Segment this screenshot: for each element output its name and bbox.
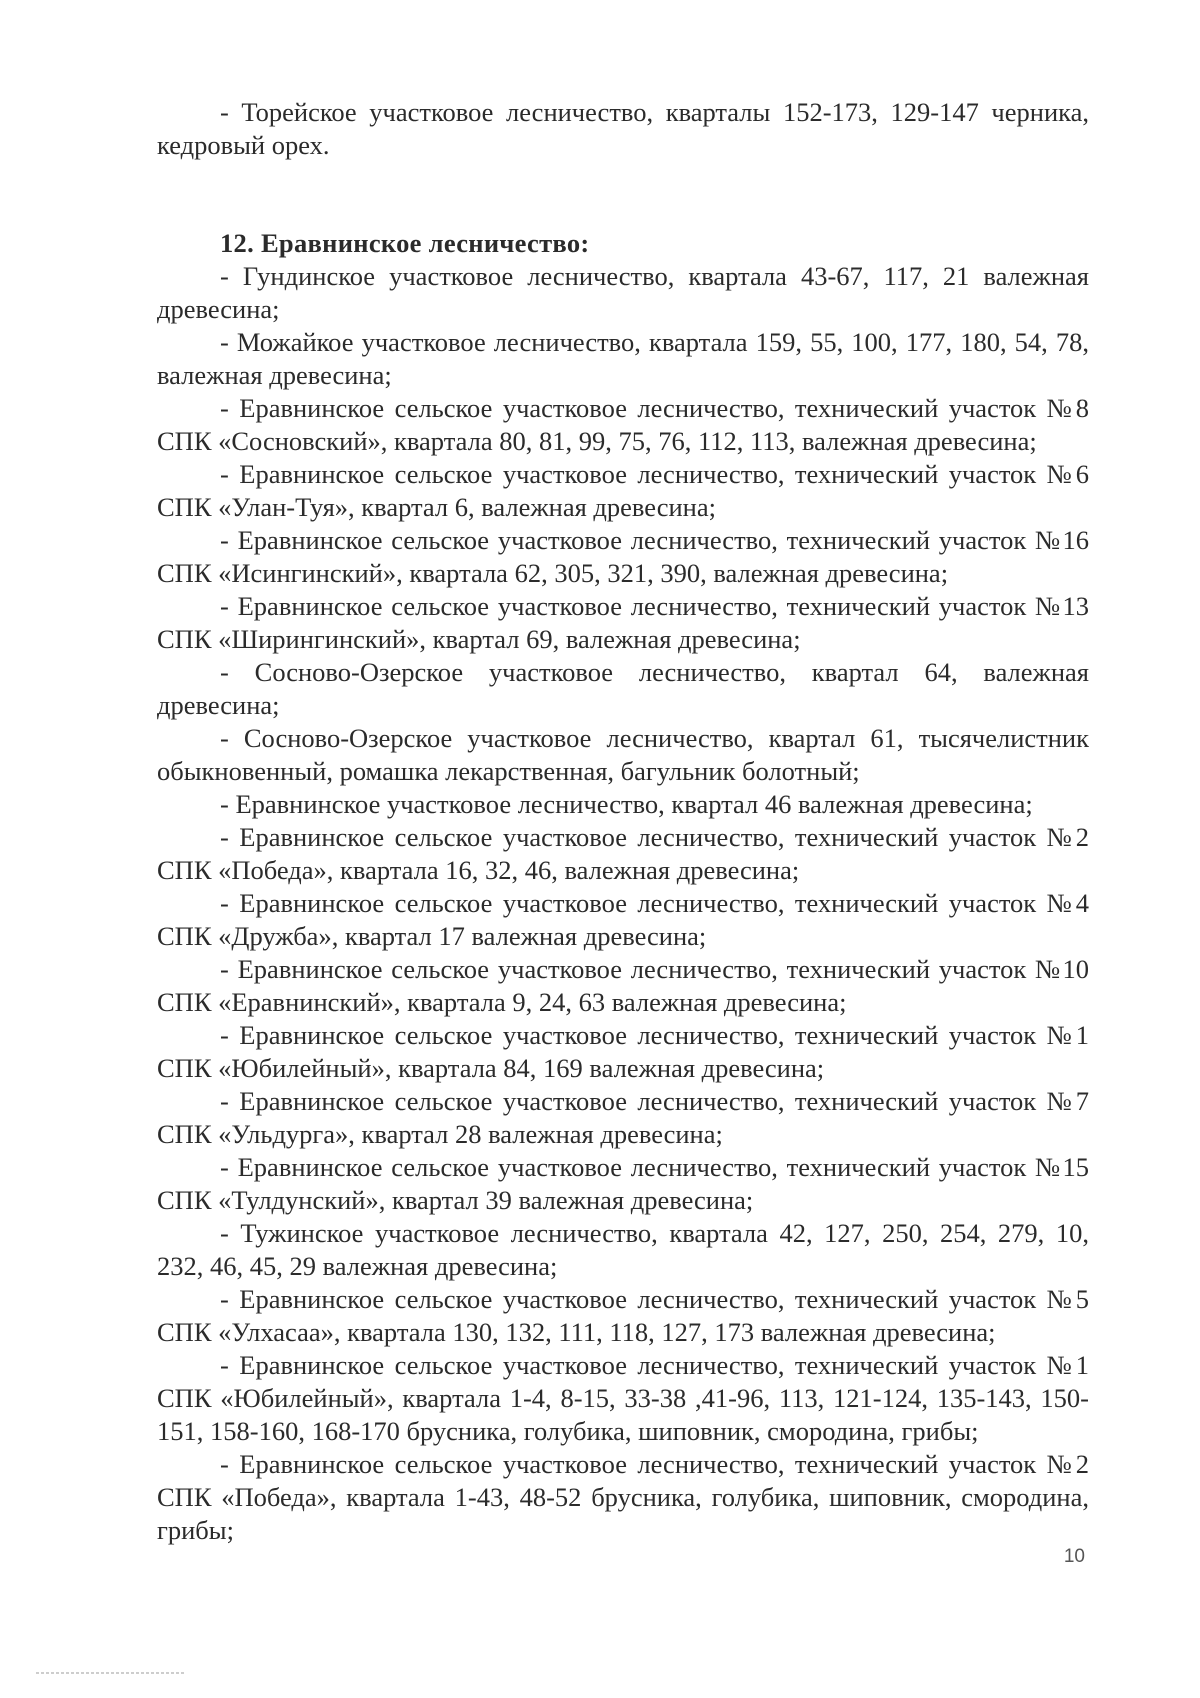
list-item: - Гундинское участковое лесничество, квартала 43-67, 117, 21 валежная древесина; [157,261,1089,324]
list-item: - Сосново-Озерское участковое лесничество, квартал 64, валежная древесина; [157,657,1089,720]
list-item: - Можайкое участковое лесничество, квартала 159, 55, 100, 177, 180, 54, 78, валежная древесина; [157,327,1089,390]
list-item: - Сосново-Озерское участковое лесничество, квартал 61, тысячелистник обыкновенный, ромашка лекарственная, багульник болотный; [157,723,1089,786]
list-item: - Еравнинское сельское участковое лесничество, технический участок №1 СПК «Юбилейный», квартала 1-4, 8-15, 33-38 ,41-96, 113, 121-124, 135-143, 150-151, 158-160, 168-170 брусника, голубика, шиповник, смородина, грибы; [157,1350,1089,1446]
list-item: - Еравнинское сельское участковое лесничество, технический участок №16 СПК «Исингинский», квартала 62, 305, 321, 390, валежная древесина; [157,525,1089,588]
list-item: - Еравнинское сельское участковое лесничество, технический участок №10 СПК «Еравнинский», квартала 9, 24, 63 валежная древесина; [157,954,1089,1017]
document-body [157,96,1089,1547]
list-item: - Еравнинское сельское участковое лесничество, технический участок №1 СПК «Юбилейный», квартала 84, 169 валежная древесина; [157,1020,1089,1083]
list-item: - Еравнинское сельское участковое лесничество, технический участок №6 СПК «Улан-Туя», квартал 6, валежная древесина; [157,459,1089,522]
list-item: - Еравнинское сельское участковое лесничество, технический участок №7 СПК «Ульдурга», квартал 28 валежная древесина; [157,1086,1089,1149]
list-item: - Еравнинское сельское участковое лесничество, технический участок №2 СПК «Победа», квартала 16, 32, 46, валежная древесина; [157,822,1089,885]
section-heading: 12. Еравнинское лесничество: [220,228,590,258]
page-number: 10 [1063,1546,1085,1567]
list-item: - Еравнинское сельское участковое лесничество, технический участок №8 СПК «Сосновский», квартала 80, 81, 99, 75, 76, 112, 113, валежная древесина; [157,393,1089,456]
list-item: - Еравнинское участковое лесничество, квартал 46 валежная древесина; [220,789,1033,819]
list-item: - Еравнинское сельское участковое лесничество, технический участок №5 СПК «Улхасаа», квартала 130, 132, 111, 118, 127, 173 валежная древесина; [157,1284,1089,1347]
scan-artifact [36,1672,186,1674]
list-item: - Еравнинское сельское участковое лесничество, технический участок №15 СПК «Тулдунский», квартал 39 валежная древесина; [157,1152,1089,1215]
list-item: - Тужинское участковое лесничество, квартала 42, 127, 250, 254, 279, 10, 232, 46, 45, 29 валежная древесина; [157,1218,1089,1281]
list-item: - Еравнинское сельское участковое лесничество, технический участок №13 СПК «Ширингинский», квартал 69, валежная древесина; [157,591,1089,654]
section-spacer [157,162,1089,227]
intro-paragraph: - Торейское участковое лесничество, кварталы 152-173, 129-147 черника, кедровый орех. [157,97,1089,160]
list-item: - Еравнинское сельское участковое лесничество, технический участок №2 СПК «Победа», квартала 1-43, 48-52 брусника, голубика, шиповник, смородина, грибы; [157,1449,1089,1545]
list-item: - Еравнинское сельское участковое лесничество, технический участок №4 СПК «Дружба», квартал 17 валежная древесина; [157,888,1089,951]
